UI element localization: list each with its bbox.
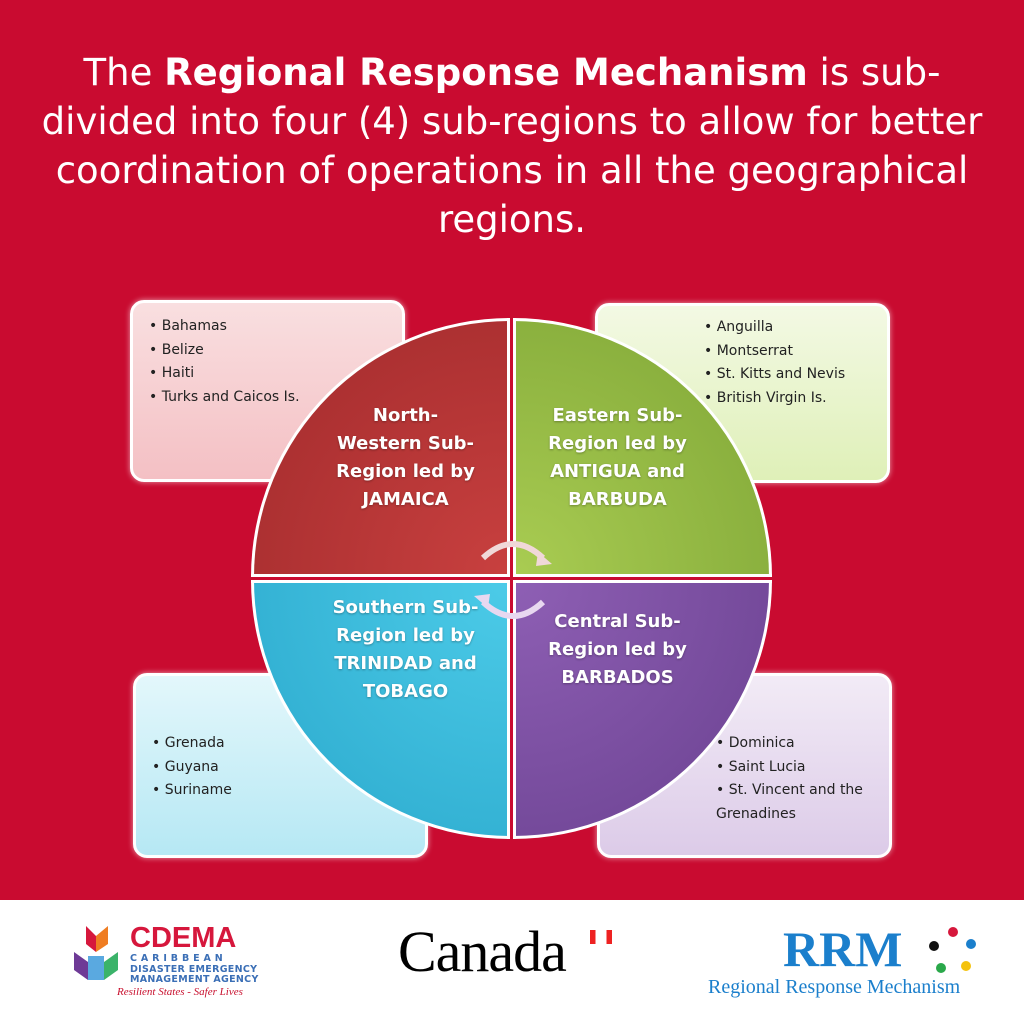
headline	[20, 48, 1004, 244]
list-item: • Turks and Caicos Is.	[149, 386, 402, 410]
quadrant-label: Eastern Sub-Region led by ANTIGUA and BARBUDA	[548, 404, 687, 510]
quadrant-label: North-Western Sub-Region led by JAMAICA	[336, 404, 475, 510]
headline-pre: The	[83, 51, 165, 94]
list-item: • St. Vincent and the Grenadines	[716, 779, 866, 826]
cycle-arrows-icon	[468, 530, 558, 630]
cdema-tagline: Resilient States - Safer Lives	[117, 986, 243, 998]
headline-bold: Regional Response Mechanism	[164, 51, 808, 94]
list-item: • Belize	[149, 339, 402, 363]
canada-flag-icon	[590, 930, 612, 944]
list-item: • Guyana	[152, 756, 425, 780]
rrm-people-icon	[928, 926, 978, 976]
cdema-name: CDEMA	[130, 922, 237, 954]
cdema-logo	[72, 922, 262, 1002]
canada-wordmark: Canada	[398, 919, 566, 984]
list-item: • British Virgin Is.	[704, 387, 887, 411]
cdema-line: MANAGEMENT AGENCY	[130, 974, 259, 985]
list-item: • Suriname	[152, 779, 425, 803]
quadrant-label: Southern Sub-Region led by TRINIDAD and TOBAGO	[332, 596, 479, 702]
list-item: • Haiti	[149, 362, 402, 386]
rrm-logo: RRM	[783, 921, 903, 977]
list-item: • Saint Lucia	[716, 756, 866, 780]
list-item: • Anguilla	[704, 316, 887, 340]
quadrant-label: Central Sub-Region led by BARBADOS	[548, 610, 687, 688]
cdema-line: C A R I B B E A N	[130, 953, 224, 964]
cdema-emblem-icon	[72, 922, 128, 982]
cdema-line: DISASTER EMERGENCY	[130, 963, 258, 975]
list-item: • Bahamas	[149, 315, 402, 339]
list-item: • Dominica	[716, 732, 866, 756]
rrm-full-name: Regional Response Mechanism	[708, 976, 961, 998]
list-item: • Montserrat	[704, 340, 887, 364]
headline-post: is sub-divided into four (4) sub-regions to allow for better coordination of operations in all the geographical regions.	[41, 51, 983, 241]
list-item: • St. Kitts and Nevis	[704, 363, 887, 387]
list-item: • Grenada	[152, 732, 425, 756]
